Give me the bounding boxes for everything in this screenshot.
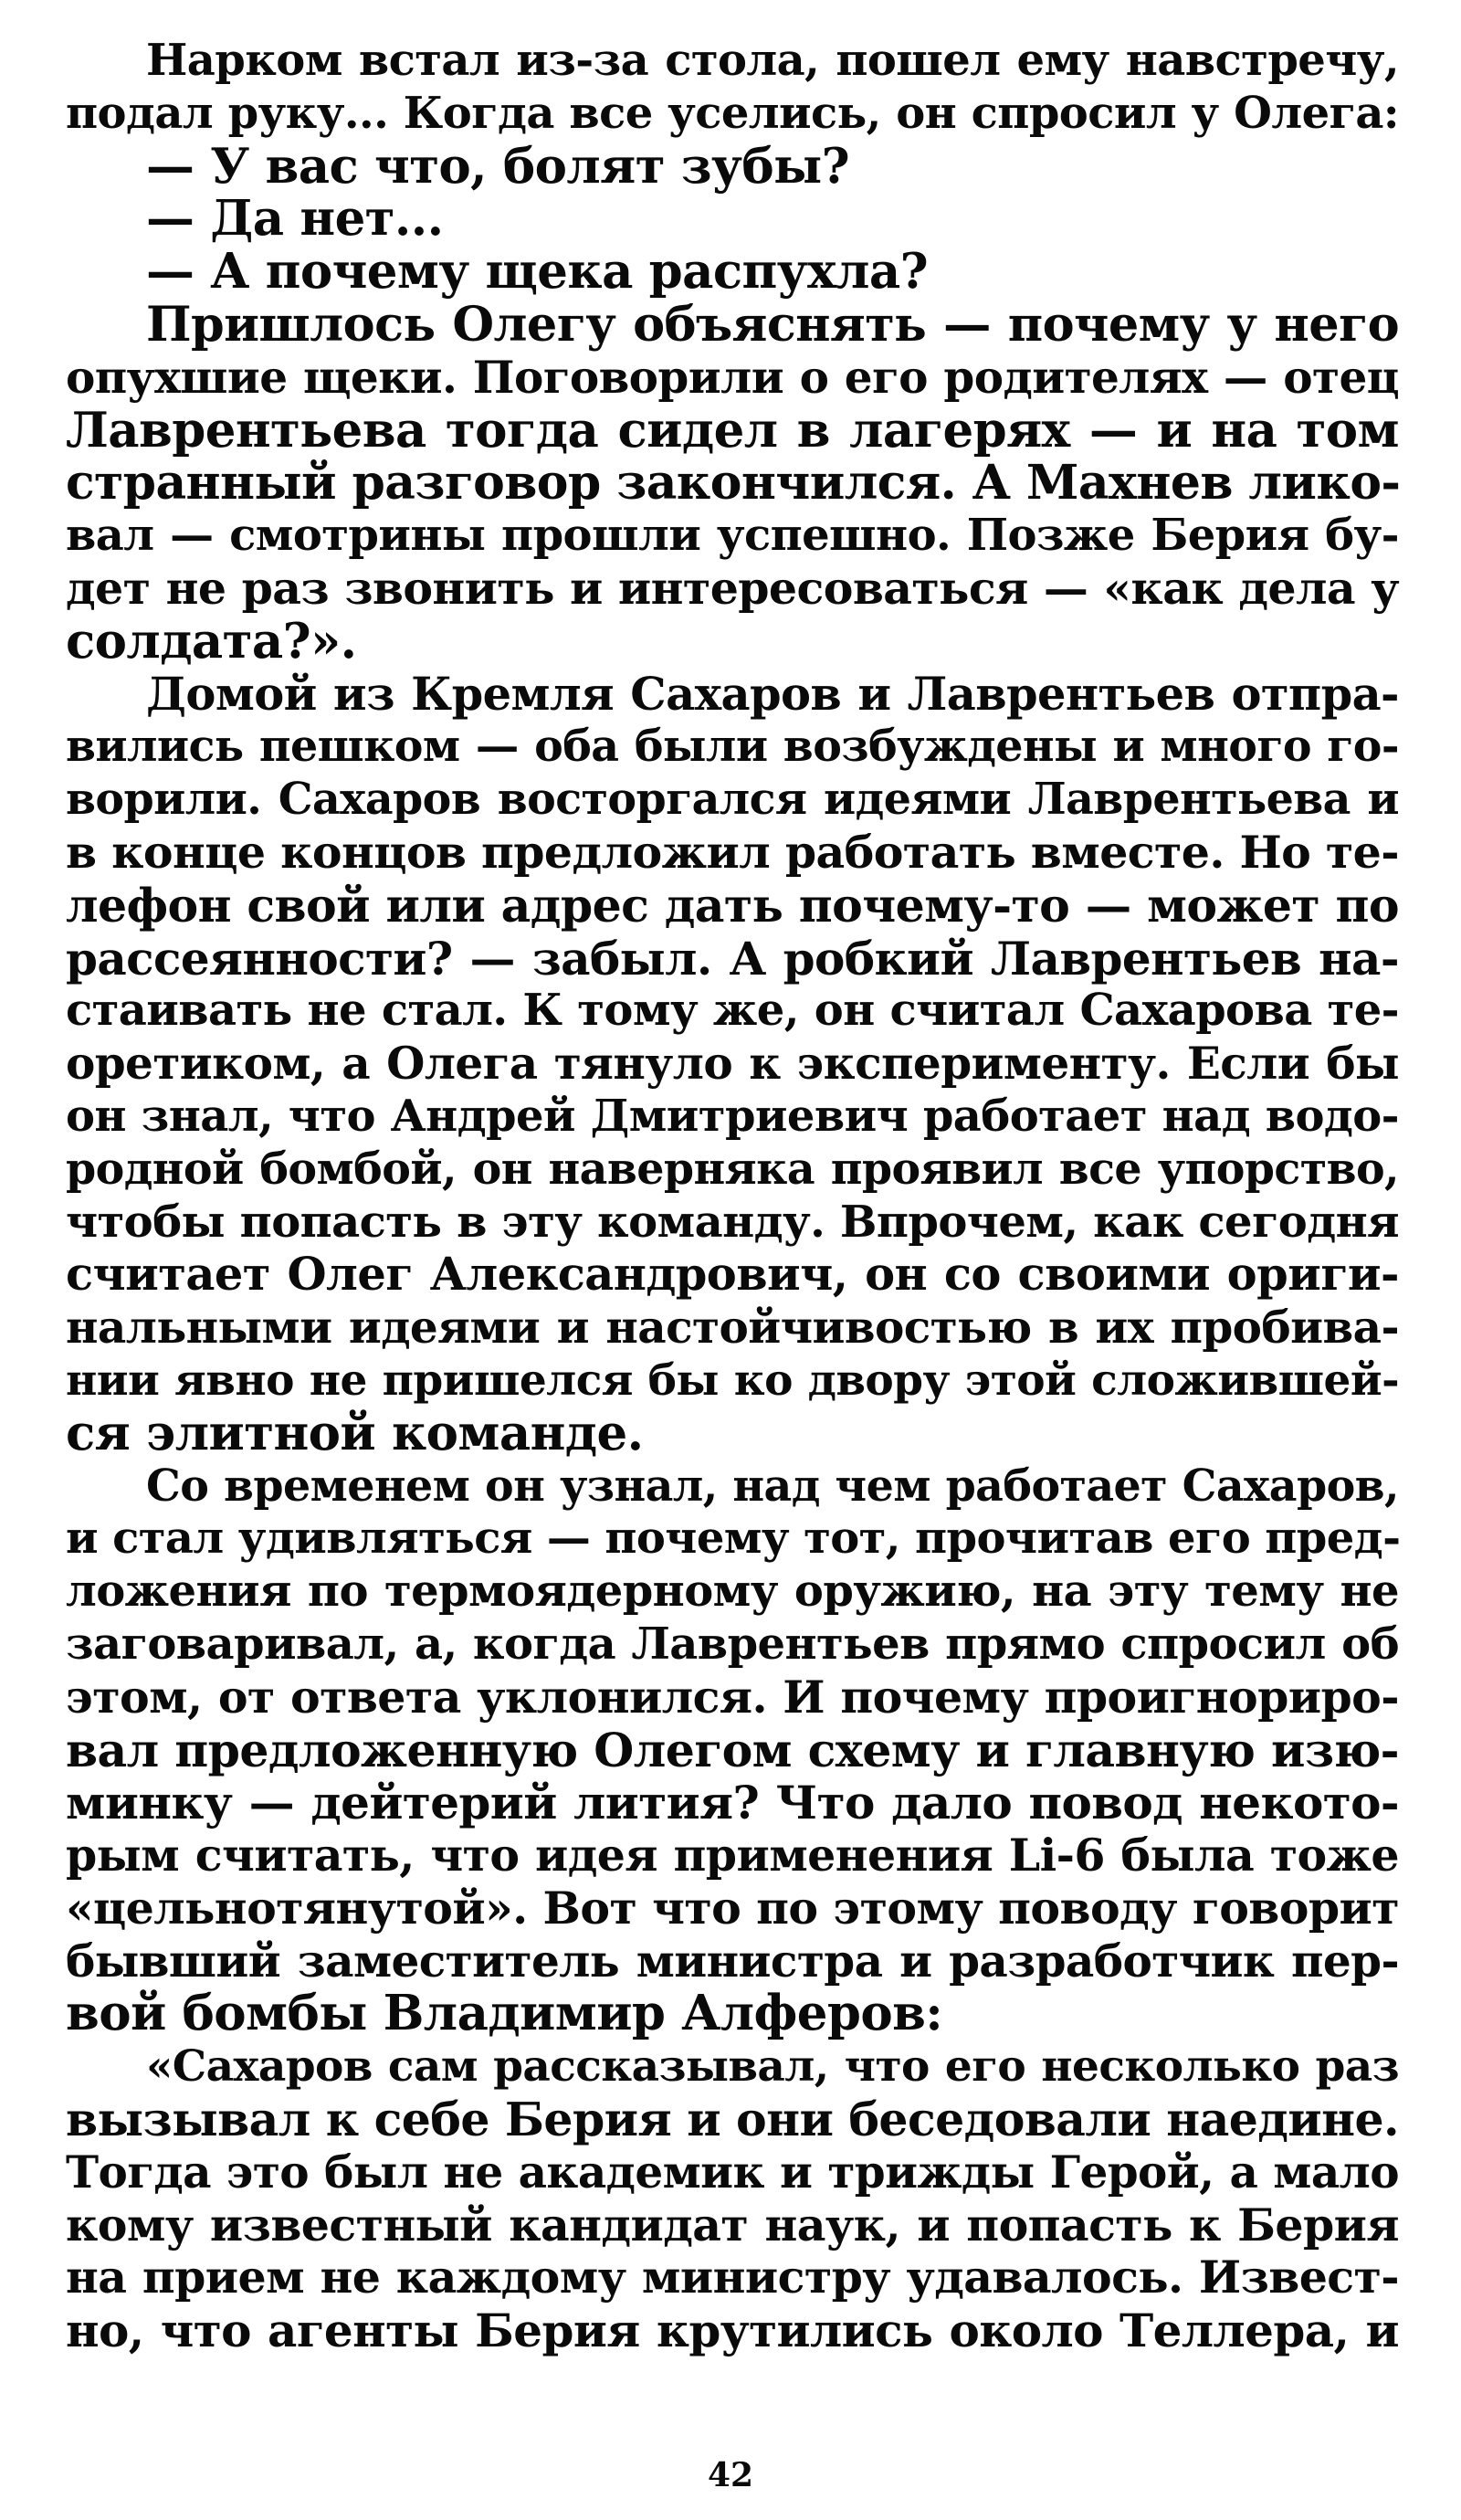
- text-line: он знал, что Андрей Дмитриевич работает над водо-: [66, 1090, 1399, 1142]
- book-page-text: [66, 35, 1399, 2357]
- text-line: считает Олег Александрович, он со своими ориги-: [66, 1248, 1399, 1302]
- text-line: рым считать, что идея применения Li-6 была тоже: [66, 1829, 1399, 1882]
- page-number: 42: [707, 2456, 754, 2494]
- text-line: Лаврентьева тогда сидел в лагерях — и на том: [66, 401, 1399, 459]
- text-line: ворили. Сахаров восторгался идеями Лаврентьева и: [66, 774, 1399, 826]
- text-line: стаивать не стал. К тому же, он считал Сахарова те-: [66, 985, 1399, 1037]
- text-line: ся элитной команде.: [66, 1404, 644, 1461]
- text-line: минку — дейтерий лития? Что дало повод некото-: [66, 1776, 1399, 1830]
- text-line: оретиком, а Олега тянуло к эксперименту. Если бы: [66, 1038, 1399, 1091]
- text-line: «Сахаров сам рассказывал, что его несколько раз: [146, 2041, 1399, 2093]
- text-line: нальными идеями и настойчивостью в их пробива-: [66, 1302, 1399, 1355]
- text-line: опухшие щеки. Поговорили о его родителях — отец: [66, 351, 1399, 404]
- text-line: на прием не каждому министру удавалось. Извест-: [66, 2251, 1399, 2304]
- text-line: нии явно не пришелся бы ко двору этой сложившей-: [66, 1355, 1399, 1406]
- text-line: Нарком встал из-за стола, пошел ему навстречу,: [146, 35, 1399, 86]
- text-line: «цельнотянутой». Вот что по этому поводу говорит: [66, 1881, 1399, 1935]
- text-line: но, что агенты Берия крутились около Теллера, и: [66, 2304, 1399, 2358]
- text-line: вились пешком — оба были возбуждены и много го-: [66, 721, 1399, 773]
- text-line: этом, от ответа уклонился. И почему проигнориро-: [66, 1670, 1399, 1724]
- text-line: родной бомбой, он наверняка проявил все упорство,: [66, 1143, 1399, 1195]
- text-line: — Да нет...: [146, 190, 444, 248]
- text-line: Со временем он узнал, над чем работает Сахаров,: [146, 1460, 1399, 1512]
- text-line: вой бомбы Владимир Алферов:: [66, 1985, 943, 2042]
- text-line: подал руку... Когда все уселись, он спросил у Олега:: [66, 87, 1399, 139]
- text-line: — У вас что, болят зубы?: [146, 137, 850, 195]
- text-line: Пришлось Олегу объяснять — почему у него: [146, 296, 1399, 353]
- text-line: вызывал к себе Берия и они беседовали наедине.: [66, 2093, 1400, 2147]
- text-line: Тогда это был не академик и трижды Герой, а мало: [66, 2146, 1399, 2198]
- text-line: рассеянности? — забыл. А робкий Лаврентьев на-: [66, 931, 1399, 986]
- text-line: в конце концов предложил работать вместе. Но те-: [66, 825, 1399, 879]
- text-line: вал — смотрины прошли успешно. Позже Берия бу-: [66, 510, 1399, 562]
- text-line: заговаривал, а, когда Лаврентьев прямо спросил об: [66, 1618, 1399, 1670]
- text-line: вал предложенную Олегом схему и главную изю-: [66, 1723, 1399, 1777]
- text-line: — А почему щека распухла?: [146, 243, 929, 301]
- text-line: лефон свой или адрес дать почему-то — может по: [66, 878, 1399, 933]
- text-line: дет не раз звонить и интересоваться — «как дела у: [66, 561, 1399, 615]
- text-line: ложения по термоядерному оружию, на эту тему не: [66, 1566, 1399, 1618]
- text-line: странный разговор закончился. А Махнев лико-: [66, 455, 1401, 511]
- text-line: солдата?».: [66, 612, 357, 670]
- text-line: кому известный кандидат наук, и попасть к Берия: [66, 2198, 1399, 2251]
- text-line: бывший заместитель министра и разработчик пер-: [66, 1935, 1399, 1988]
- text-line: и стал удивляться — почему тот, прочитав его пред-: [66, 1513, 1401, 1565]
- text-line: чтобы попасть в эту команду. Впрочем, как сегодня: [66, 1196, 1399, 1248]
- text-line: Домой из Кремля Сахаров и Лаврентьев отпра-: [146, 667, 1399, 721]
